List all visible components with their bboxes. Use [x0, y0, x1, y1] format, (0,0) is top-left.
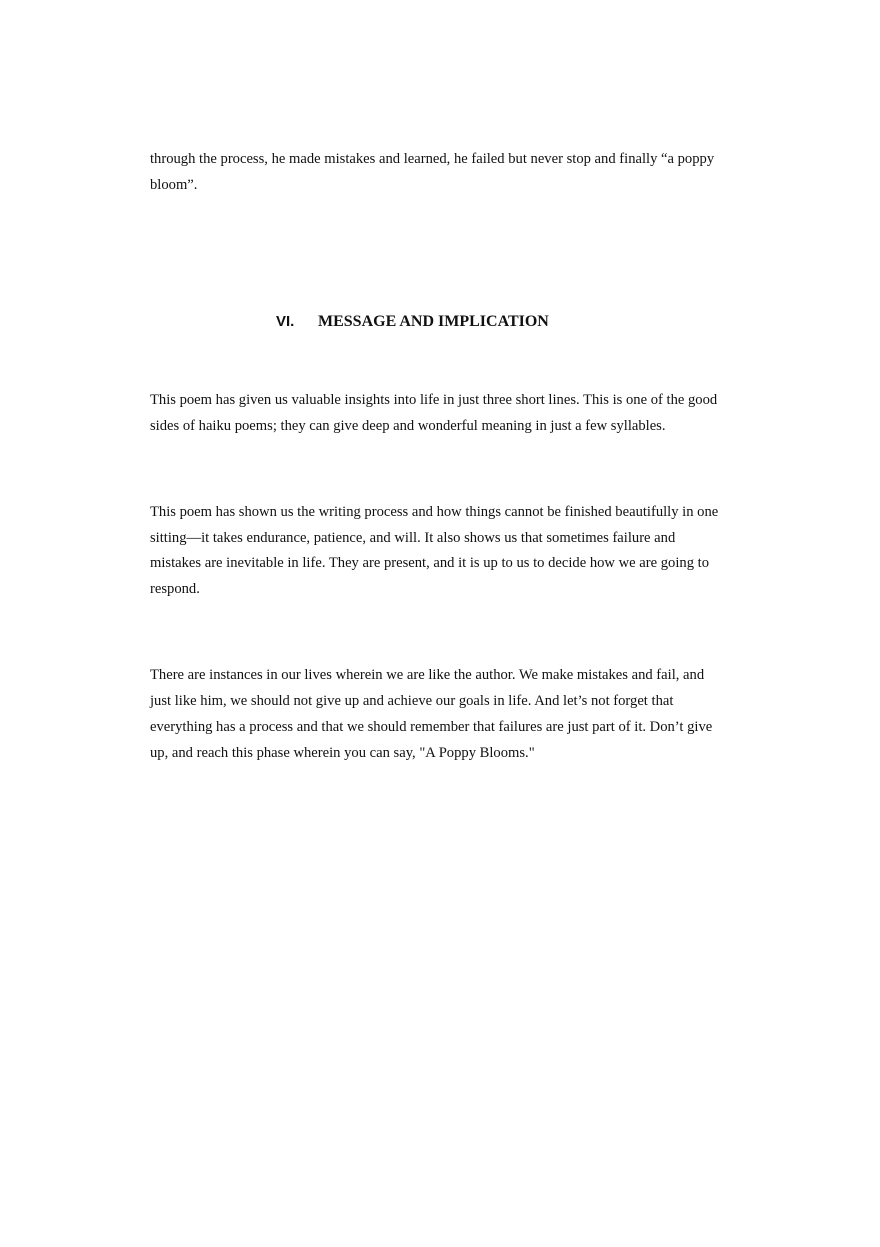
text-line: sides of haiku poems; they can give deep and wonderful meaning in just a few syllables.: [150, 418, 666, 434]
text-line: There are instances in our lives wherein we are like the author. We make mistakes and fail, and: [150, 667, 705, 683]
text-line: sitting—it takes endurance, patience, and will. It also shows us that sometimes failure and: [150, 530, 676, 546]
text-line: This poem has given us valuable insights into life in just three short lines. This is one of the good: [150, 392, 718, 408]
text-line: mistakes are inevitable in life. They are present, and it is up to us to decide how we are going to: [150, 555, 709, 571]
text-line: bloom”.: [150, 177, 198, 193]
section-title: MESSAGE AND IMPLICATION: [318, 313, 549, 330]
text-line: This poem has shown us the writing process and how things cannot be finished beautifully in one: [150, 504, 719, 520]
text-line: through the process, he made mistakes and learned, he failed but never stop and finally “a poppy: [150, 151, 715, 167]
text-line: just like him, we should not give up and achieve our goals in life. And let’s not forget that: [150, 693, 674, 709]
section-number: VI.: [276, 313, 295, 330]
text-line: respond.: [150, 581, 200, 597]
section-heading: [276, 312, 549, 332]
text-line: everything has a process and that we should remember that failures are just part of it. Don’t give: [150, 719, 713, 735]
text-line: up, and reach this phase wherein you can say, "A Poppy Blooms.": [150, 745, 535, 761]
